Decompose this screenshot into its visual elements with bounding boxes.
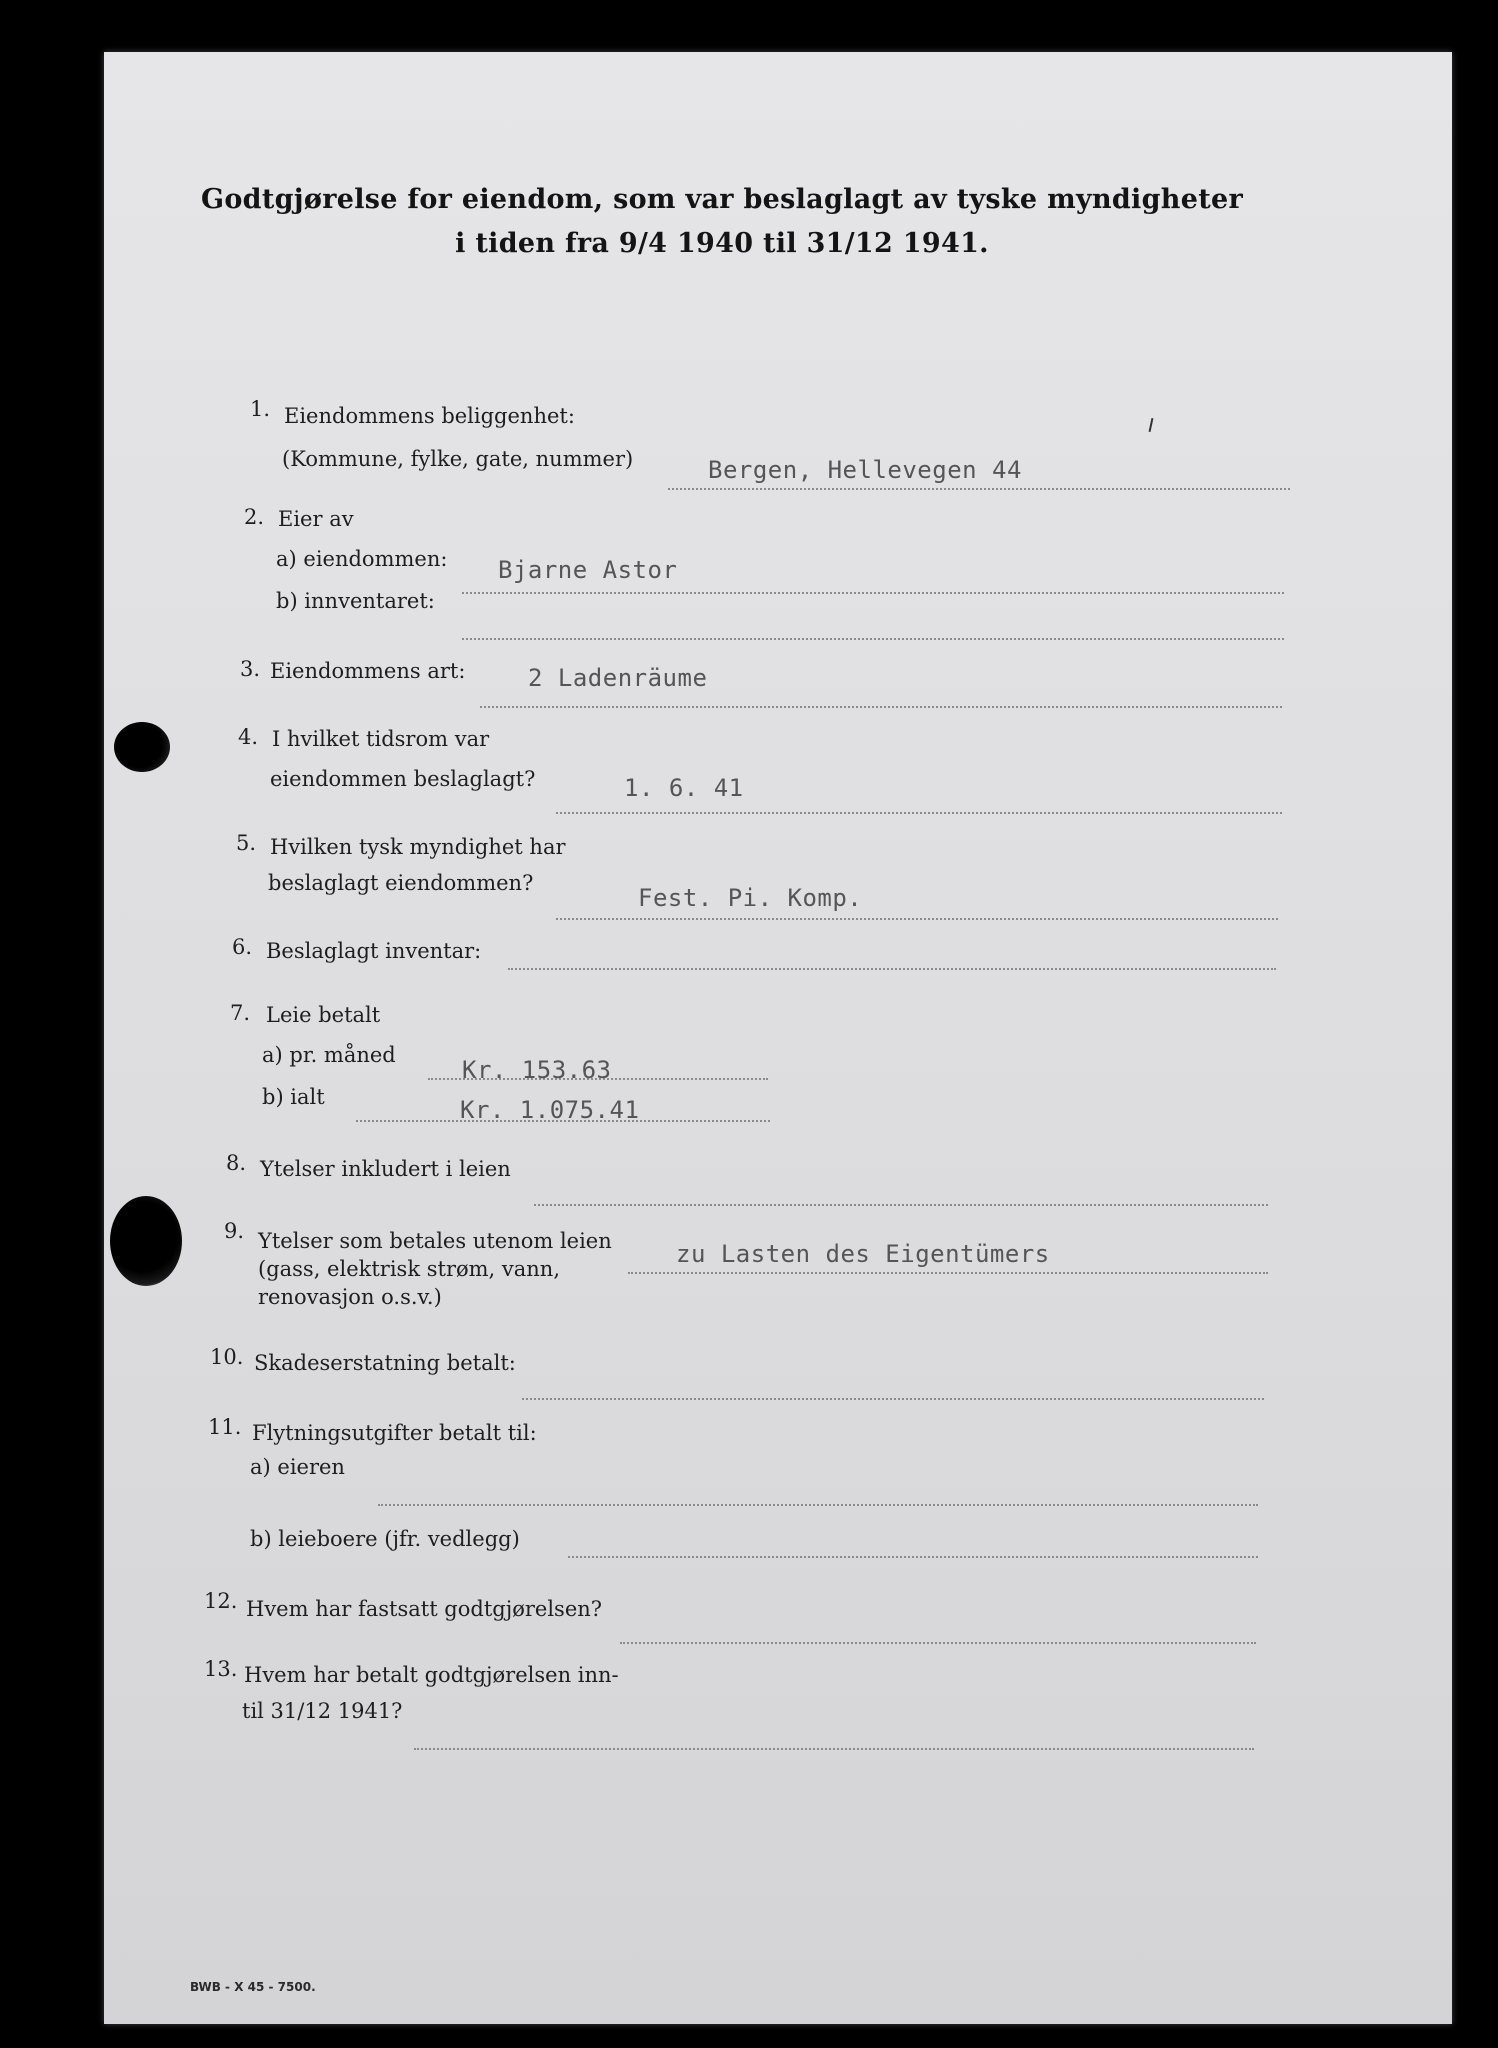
q5-label: Hvilken tysk myndighet har [270, 835, 566, 859]
q1-number: 1. [250, 397, 271, 421]
printer-code: BWB - X 45 - 7500. [190, 1980, 316, 1994]
q7a-answer: Kr. 153.63 [462, 1056, 612, 1084]
form-title [182, 178, 1262, 266]
q6-label: Beslaglagt inventar: [266, 939, 482, 963]
q2a-answer-line [462, 592, 1284, 594]
q6-number: 6. [232, 935, 253, 959]
q5-answer-line [556, 918, 1278, 920]
q10-number: 10. [210, 1345, 244, 1369]
q11-number: 11. [208, 1415, 242, 1439]
q2b-label: b) innventaret: [276, 589, 435, 613]
q8-label: Ytelser inkludert i leien [260, 1157, 511, 1181]
q4-number: 4. [238, 725, 259, 749]
q2a-label: a) eiendommen: [276, 547, 448, 571]
q4-sublabel: eiendommen beslaglagt? [270, 767, 536, 791]
q2-number: 2. [244, 505, 265, 529]
q5-number: 5. [236, 831, 257, 855]
q8-number: 8. [226, 1151, 247, 1175]
q9-sublabel-2: renovasjon o.s.v.) [258, 1285, 442, 1309]
q13-sublabel: til 31/12 1941? [242, 1699, 403, 1723]
q4-answer-line [556, 812, 1282, 814]
q1-answer: Bergen, Hellevegen 44 [708, 456, 1022, 484]
q7b-label: b) ialt [262, 1085, 325, 1109]
q12-label: Hvem har fastsatt godtgjørelsen? [246, 1597, 603, 1621]
q5-answer: Fest. Pi. Komp. [638, 884, 863, 912]
q4-answer: 1. 6. 41 [624, 774, 744, 802]
q11b-answer-line [568, 1556, 1258, 1558]
q2-label: Eier av [278, 507, 354, 531]
q11a-answer-line [378, 1504, 1258, 1506]
q5-sublabel: beslaglagt eiendommen? [268, 871, 534, 895]
q12-number: 12. [204, 1589, 238, 1613]
q13-answer-line [414, 1748, 1254, 1750]
q7a-label: a) pr. måned [262, 1043, 396, 1067]
punch-hole-lower [110, 1196, 182, 1286]
q3-answer: 2 Ladenräume [528, 664, 708, 692]
q9-answer: zu Lasten des Eigentümers [676, 1240, 1050, 1268]
q9-number: 9. [224, 1219, 245, 1243]
q9-sublabel-1: (gass, elektrisk strøm, vann, [258, 1257, 560, 1281]
q4-label: I hvilket tidsrom var [272, 727, 490, 751]
q8-answer-line [534, 1204, 1268, 1206]
q13-number: 13. [204, 1657, 238, 1681]
q9-answer-line [628, 1272, 1268, 1274]
q12-answer-line [620, 1642, 1256, 1644]
q2a-answer: Bjarne Astor [498, 556, 678, 584]
q11-label: Flytningsutgifter betalt til: [252, 1421, 537, 1445]
q1-sublabel: (Kommune, fylke, gate, nummer) [282, 447, 634, 471]
q1-answer-line [668, 488, 1290, 490]
form-sheet [104, 52, 1452, 2024]
q7-label: Leie betalt [266, 1003, 381, 1027]
q1-label: Eiendommens beliggenhet: [284, 404, 575, 428]
title-line-1: Godtgjørelse for eiendom, som var beslaglagt av tyske myndigheter [201, 184, 1243, 215]
q7b-answer: Kr. 1.075.41 [460, 1096, 640, 1124]
q13-label: Hvem har betalt godtgjørelsen inn- [244, 1663, 619, 1687]
q3-number: 3. [240, 657, 261, 681]
q11a-label: a) eieren [250, 1455, 345, 1479]
q10-answer-line [522, 1398, 1264, 1400]
q10-label: Skadeserstatning betalt: [254, 1351, 516, 1375]
q3-answer-line [480, 706, 1282, 708]
q11b-label: b) leieboere (jfr. vedlegg) [250, 1527, 520, 1551]
q6-answer-line [508, 968, 1276, 970]
title-line-2: i tiden fra 9/4 1940 til 31/12 1941. [455, 228, 989, 259]
q3-label: Eiendommens art: [270, 659, 466, 683]
q7-number: 7. [230, 1001, 251, 1025]
q2b-answer-line [462, 638, 1284, 640]
punch-hole-upper [114, 722, 170, 772]
q9-label: Ytelser som betales utenom leien [258, 1229, 612, 1253]
